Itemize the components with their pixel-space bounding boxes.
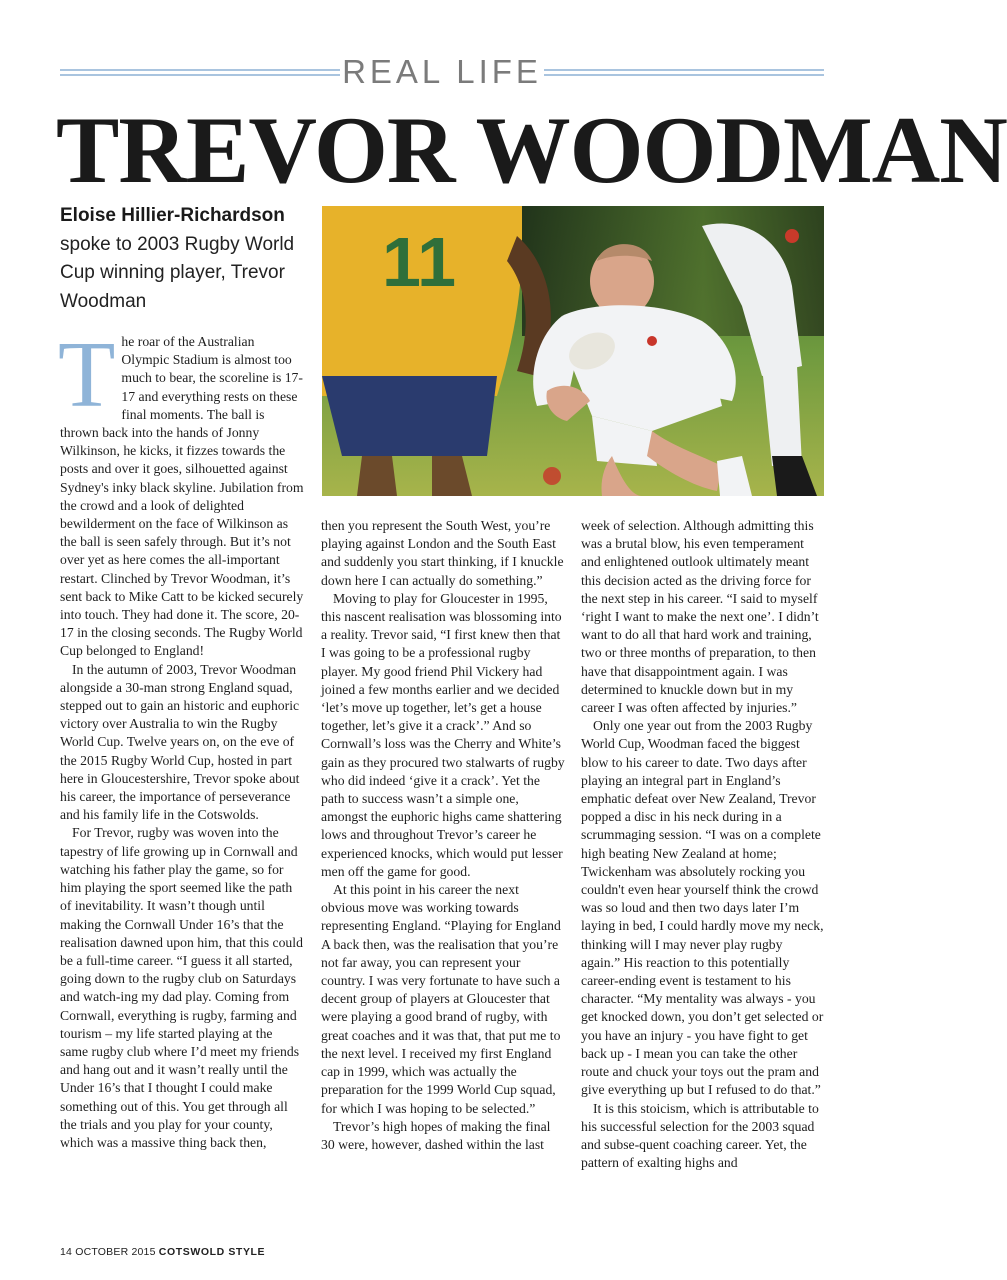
- article-paragraph: It is this stoicism, which is attributable to his successful selection for the 2003 squad and subse-quent coaching career. Yet, the pattern of exalting highs and: [581, 1100, 819, 1171]
- article-paragraph: Moving to play for Gloucester in 1995, this nascent realisation was blossoming into a reality. Trevor said, “I first knew then that I was going to be a professional rugby player. My good friend Phil Vickery had joined a few months earlier and we decided ‘let’s move up together, let’s get a house together, let’s give it a crack’.” And so Cornwall’s loss was the Cherry and White’s gain as they procured two stalwarts of rugby who did indeed ‘give it a crack’. Yet the path to success wasn’t a simple one, amongst the euphoric highs came shattering lows and throughout Trevor’s career he experienced knocks, which would put lesser men off the game for good.: [321, 590, 565, 879]
- paragraph-text: he roar of the Australian Olympic Stadium is almost too much to bear, the scoreline is 17-17 and everything rests on these final moments. The ball is thrown back into the hands of Jonny Wilkinson, he kicks, it fizzes towards the posts and over it goes, silhouetted against Sydney's inky black skyline. Jubilation from the crowd and a look of delighted bewilderment on the face of Wilkinson as the ball is seen safely through. But it’s not over yet as here comes the all-important restart. Clinched by Trevor Woodman, it’s sent back to Mike Catt to be kicked securely into touch. They had done it. The score, 20-17 in the closing seconds. The Rugby World Cup belonged to England!: [60, 334, 304, 659]
- page-folio: [60, 1246, 265, 1258]
- section-label: REAL LIFE: [342, 53, 542, 90]
- header-rule-right: [544, 69, 824, 76]
- magazine-name: COTSWOLD STYLE: [158, 1246, 266, 1258]
- headline: TREVOR WOODMAN: [56, 97, 1007, 203]
- page-number: 14: [60, 1246, 73, 1258]
- header-rule-left: [60, 69, 340, 76]
- rugby-player-photo: [322, 206, 824, 496]
- article-column-2: [321, 517, 565, 1154]
- section-header: [60, 52, 824, 92]
- standfirst-text: spoke to 2003 Rugby World Cup winning player, Trevor Woodman: [60, 233, 295, 312]
- article-paragraph: In the autumn of 2003, Trevor Woodman alongside a 30-man strong England squad, stepped out to gain an historic and euphoric victory over Australia to win the Rugby World Cup. Twelve years on, on the eve of the 2015 Rugby World Cup, hosted in part here in Gloucestershire, Trevor spoke about his career, the importance of perseverance and his family life in the Cotswolds.: [60, 661, 300, 823]
- article-paragraph: Only one year out from the 2003 Rugby World Cup, Woodman faced the biggest blow to his career to date. Two days after playing an integral part in England’s emphatic defeat over New Zealand, Trevor popped a disc in his neck during in a scrummaging session. “I was on a complete high beating New Zealand at home; Twickenham was absolutely rocking you couldn't even hear yourself think the crowd was so loud and then two days later I’m laying in bed, I could hardly move my neck, thinking will I may never play rugby again.” His reaction to this potentially career-ending event is testament to his character. “My mentality was always - you get knocked down, you don’t get selected or you have an injury - you have fight to get back up - I mean you can take the other route and chuck your toys out the pram and give everything up but I refused to do that.”: [581, 718, 824, 1098]
- article-column-1: [58, 323, 304, 1152]
- article-paragraph: Trevor’s high hopes of making the final 30 were, however, dashed within the last: [321, 1118, 551, 1152]
- article-paragraph: [58, 323, 304, 661]
- article-paragraph: week of selection. Although admitting this was a brutal blow, his even temperament and enlightened outlook ultimately meant this decision acted as the driving force for the next step in his career. “I said to myself ‘right I want to make the next one’. I didn’t want to do all that hard work and training, two or three months of preparation, to then have that disappointment again. I was determined to knuckle down but in my career I was often affected by injuries.”: [581, 518, 819, 716]
- article-photo: [322, 206, 824, 496]
- drop-cap: T: [58, 323, 116, 427]
- byline-author: Eloise Hillier-Richardson: [60, 205, 285, 226]
- article-paragraph: then you represent the South West, you’re playing against London and the South East and suddenly you start thinking, if I knuckle down here I can actually do something.”: [321, 518, 564, 588]
- article-paragraph: For Trevor, rugby was woven into the tapestry of life growing up in Cornwall and watching his father play the game, so for him playing the sport seemed like the path of inevitability. It wasn’t though until making the Cornwall Under 16’s that the realisation dawned upon him, that this could be a full-time career. “I guess it all started, going down to the rugby club on Saturdays and watch-ing my dad play. Coming from Cornwall, everything is rugby, farming and tourism – my life started playing at the same rugby club where I’d meet my friends and hang out and it wasn’t really until the Under 16’s that I thought I could make something out of this. You get through all the trials and you play for your county, which was a massive thing back then,: [60, 825, 303, 1150]
- article-column-3: [581, 517, 825, 1172]
- article-paragraph: At this point in his career the next obvious move was working towards representing England. “Playing for England A back then, was the realisation that you’re not far away, you can represent your country. I was very fortunate to have such a decent group of players at Gloucester that were playing a good brand of rugby, with great coaches and it was that, that put me to the next level. I received my first England cap in 1999, which was actually the preparation for the 1999 World Cup squad, for which I was hoping to be selected.”: [321, 882, 561, 1116]
- jersey-number: 11: [382, 223, 456, 301]
- issue-date: OCTOBER 2015: [75, 1246, 156, 1258]
- standfirst: [60, 202, 310, 316]
